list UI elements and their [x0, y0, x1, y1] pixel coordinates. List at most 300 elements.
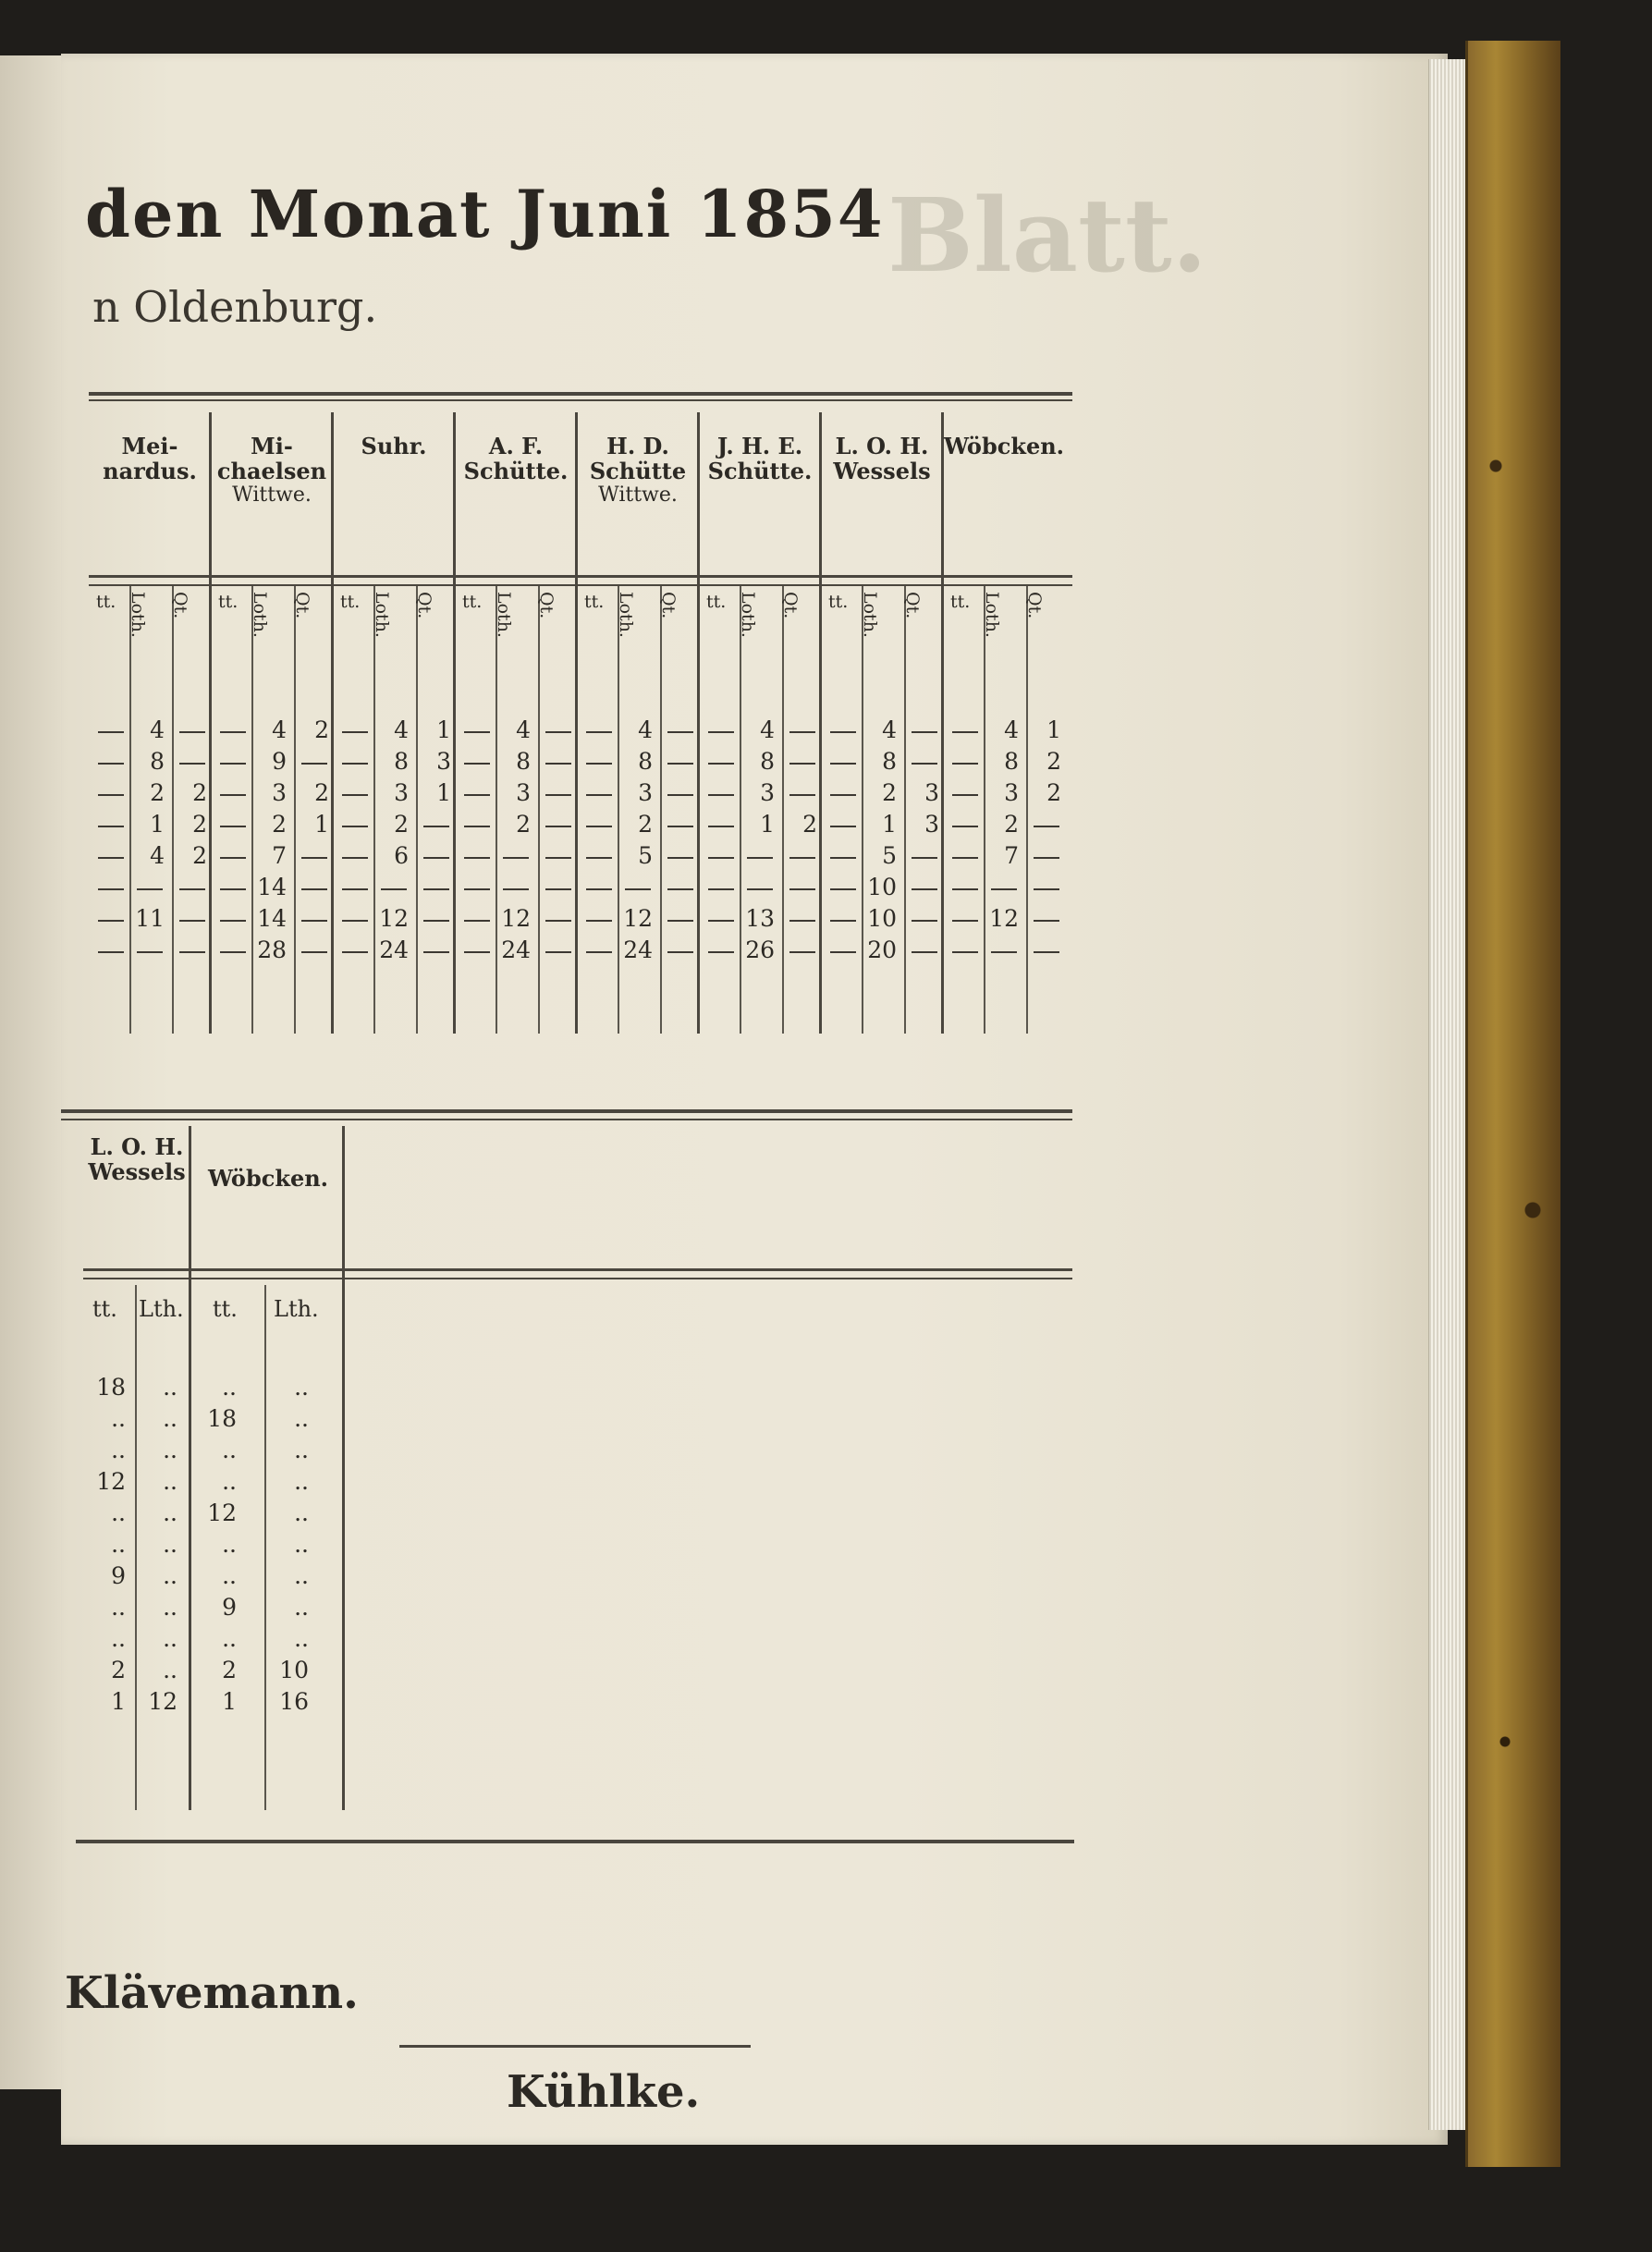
table2-value-cell: .. [222, 1374, 237, 1401]
bleed-through-text: Blatt. [887, 176, 1207, 295]
table2-value-cell: .. [111, 1531, 126, 1558]
table1-value-cell: 8 [394, 748, 409, 775]
table1-value-cell: 3 [272, 779, 287, 806]
table1-dash-cell [830, 857, 856, 859]
table1-unit-label: Loth. [982, 592, 1002, 638]
table1-dash-cell [464, 731, 490, 733]
table1-dash-cell [747, 888, 773, 890]
table1-value-cell: 1 [150, 811, 165, 838]
table1-dash-cell [545, 763, 571, 765]
table1-value-cell: 12 [379, 905, 409, 932]
table1-dash-cell [423, 888, 449, 890]
column-header-line: Wöbcken. [943, 433, 1065, 459]
table1-dash-cell [220, 763, 246, 765]
table2-value-cell: .. [163, 1437, 177, 1463]
table1-dash-cell [708, 951, 734, 953]
table1-value-cell: 4 [516, 716, 531, 743]
table1-dash-cell [342, 857, 368, 859]
table1-dash-cell [464, 888, 490, 890]
table1-dash-cell [789, 763, 815, 765]
table1-value-cell: 10 [867, 874, 897, 900]
table1-unit-label: Qt. [170, 592, 190, 619]
table1-dash-cell [381, 888, 407, 890]
table1-dash-cell [179, 888, 205, 890]
table1-dash-cell [179, 731, 205, 733]
table1-value-cell: 4 [760, 716, 775, 743]
table2-value-cell: 10 [279, 1657, 309, 1683]
table1-dash-cell [830, 731, 856, 733]
table2-value-cell: 2 [222, 1657, 237, 1683]
table1-dash-cell [952, 951, 978, 953]
table1-dash-cell [789, 731, 815, 733]
table1-unit-label: tt. [96, 592, 116, 612]
table1-dash-cell [464, 826, 490, 827]
table1-dash-cell [586, 731, 612, 733]
table1-value-cell: 4 [150, 842, 165, 869]
table1-value-cell: 1 [314, 811, 329, 838]
table1-value-cell: 2 [394, 811, 409, 838]
table1-unit-label: Loth. [250, 592, 270, 638]
table1-dash-cell [952, 794, 978, 796]
table1-column-header [821, 434, 943, 484]
table1-dash-cell [747, 857, 773, 859]
column-header-line: Mi- [251, 433, 293, 459]
table1-unit-label: tt. [950, 592, 971, 612]
table1-unit-label: Loth. [860, 592, 880, 638]
table1-value-cell: 1 [882, 811, 897, 838]
table1-dash-cell [503, 857, 529, 859]
table1-dash-cell [586, 857, 612, 859]
table1-dash-cell [464, 794, 490, 796]
table1-dash-cell [952, 888, 978, 890]
table2-value-cell: .. [163, 1562, 177, 1589]
table1-dash-cell [625, 888, 651, 890]
column-header-line: J. H. E. [716, 433, 803, 459]
column-header-line: Wessels [88, 1157, 186, 1185]
table1-dash-cell [952, 731, 978, 733]
table1-dash-cell [952, 763, 978, 765]
table1-dash-cell [912, 920, 937, 922]
table2-value-cell: .. [111, 1499, 126, 1526]
table1-value-cell: 6 [394, 842, 409, 869]
table1-dash-cell [98, 794, 124, 796]
table2-value-cell: .. [294, 1405, 309, 1432]
table1-dash-cell [830, 888, 856, 890]
table1-dash-cell [1034, 920, 1059, 922]
table1-value-cell: 3 [436, 748, 451, 775]
table1-dash-cell [789, 920, 815, 922]
table1-dash-cell [342, 920, 368, 922]
table1-dash-cell [789, 888, 815, 890]
table1-subcolumn-line [129, 586, 131, 1034]
table1-dash-cell [423, 826, 449, 827]
table2-value-cell: .. [222, 1562, 237, 1589]
table1-subcolumn-line [618, 586, 619, 1034]
table1-dash-cell [1034, 826, 1059, 827]
table1-unit-label: Loth. [616, 592, 636, 638]
table1-dash-cell [952, 857, 978, 859]
table1-dash-cell [667, 951, 693, 953]
table1-dash-cell [98, 857, 124, 859]
table1-dash-cell [545, 888, 571, 890]
table1-top-rule [89, 392, 1072, 396]
table1-dash-cell [912, 763, 937, 765]
table1-dash-cell [464, 763, 490, 765]
table1-dash-cell [179, 763, 205, 765]
table1-dash-cell [98, 826, 124, 827]
table2-unit-label: Lth. [274, 1296, 319, 1322]
table1-column-header [699, 434, 821, 484]
table1-dash-cell [586, 888, 612, 890]
table1-value-cell: 5 [882, 842, 897, 869]
table1-dash-cell [301, 857, 327, 859]
table1-dash-cell [503, 888, 529, 890]
table1-subcolumn-line [294, 586, 296, 1034]
table1-value-cell: 1 [436, 716, 451, 743]
table1-value-cell: 8 [882, 748, 897, 775]
column-header-sub: Wittwe. [232, 483, 312, 507]
table1-dash-cell [789, 857, 815, 859]
table1-dash-cell [708, 920, 734, 922]
table1-value-cell: 26 [745, 936, 775, 963]
table2-value-cell: .. [294, 1374, 309, 1401]
table1-value-cell: 2 [272, 811, 287, 838]
table1-value-cell: 4 [638, 716, 653, 743]
table2-value-cell: .. [111, 1405, 126, 1432]
table1-dash-cell [179, 920, 205, 922]
table1-dash-cell [342, 888, 368, 890]
table1-value-cell: 12 [623, 905, 653, 932]
table1-subcolumn-line [660, 586, 662, 1034]
table2-value-cell: .. [294, 1468, 309, 1495]
table1-dash-cell [991, 888, 1017, 890]
table1-dash-cell [545, 794, 571, 796]
column-header-line: H. D. [606, 433, 669, 459]
table1-subcolumn-line [373, 586, 375, 1034]
page-stack-edges [1428, 59, 1466, 2130]
table2-value-cell: .. [294, 1625, 309, 1652]
table1-dash-cell [708, 731, 734, 733]
table1-value-cell: 3 [924, 779, 939, 806]
table2-column-header [85, 1135, 189, 1185]
table1-dash-cell [220, 826, 246, 827]
table1-dash-cell [708, 857, 734, 859]
table2-value-cell: 18 [207, 1405, 237, 1432]
table1-unit-label: tt. [462, 592, 483, 612]
table1-dash-cell [137, 888, 163, 890]
table1-value-cell: 7 [1004, 842, 1019, 869]
table1-dash-cell [342, 826, 368, 827]
table1-dash-cell [1034, 888, 1059, 890]
table2-group-separator [189, 1126, 191, 1810]
table1-unit-label: Qt. [658, 592, 679, 619]
table1-dash-cell [137, 951, 163, 953]
table1-value-cell: 8 [516, 748, 531, 775]
column-header-line: Wessels [833, 457, 931, 484]
table1-value-cell: 3 [1004, 779, 1019, 806]
table1-dash-cell [342, 731, 368, 733]
table1-value-cell: 2 [314, 716, 329, 743]
table1-dash-cell [301, 888, 327, 890]
column-header-line: nardus. [103, 457, 197, 484]
table1-dash-cell [912, 731, 937, 733]
table1-top-rule-thin [89, 399, 1072, 401]
column-header-line: L. O. H. [835, 433, 929, 459]
table1-value-cell: 12 [501, 905, 531, 932]
table1-bottom-rule [61, 1109, 1072, 1113]
table1-value-cell: 8 [638, 748, 653, 775]
table1-dash-cell [464, 951, 490, 953]
column-header-line: Schütte [589, 457, 687, 484]
table1-value-cell: 24 [379, 936, 409, 963]
table1-dash-cell [545, 951, 571, 953]
table1-group-separator [819, 412, 822, 1034]
table1-dash-cell [667, 888, 693, 890]
column-header-line: Mei- [121, 433, 178, 459]
table1-group-separator [453, 412, 456, 1034]
table1-dash-cell [667, 920, 693, 922]
table1-value-cell: 20 [867, 936, 897, 963]
table1-subcolumn-line [1026, 586, 1028, 1034]
table1-value-cell: 2 [150, 779, 165, 806]
page-subtitle: n Oldenburg. [92, 282, 378, 332]
table1-dash-cell [952, 826, 978, 827]
table1-unit-label: tt. [706, 592, 727, 612]
table2-unit-label: Lth. [139, 1296, 184, 1322]
table1-subcolumn-line [984, 586, 985, 1034]
table1-subcolumn-line [782, 586, 784, 1034]
table1-value-cell: 10 [867, 905, 897, 932]
page-title: den Monat Juni 1854 [85, 176, 885, 252]
table1-unit-label: Qt. [292, 592, 312, 619]
table1-unit-label: tt. [828, 592, 849, 612]
table1-bottom-rule-thin [61, 1119, 1072, 1120]
table1-column-header [943, 434, 1065, 459]
table1-dash-cell [912, 951, 937, 953]
table1-value-cell: 3 [924, 811, 939, 838]
table1-value-cell: 28 [257, 936, 287, 963]
table1-dash-cell [586, 826, 612, 827]
column-header-line: Suhr. [361, 433, 427, 459]
column-header-line: chaelsen [216, 457, 327, 484]
table1-dash-cell [423, 920, 449, 922]
table1-value-cell: 2 [314, 779, 329, 806]
table1-value-cell: 2 [192, 811, 207, 838]
table1-dash-cell [789, 794, 815, 796]
table2-value-cell: .. [222, 1468, 237, 1495]
table2-value-cell: .. [111, 1594, 126, 1621]
marbled-book-cover [1465, 41, 1560, 2167]
table1-dash-cell [220, 794, 246, 796]
table1-subcolumn-line [251, 586, 253, 1034]
table1-dash-cell [586, 920, 612, 922]
table1-unit-label: tt. [584, 592, 605, 612]
table1-dash-cell [220, 731, 246, 733]
table2-column-header [194, 1167, 342, 1192]
table2-end-separator [342, 1126, 345, 1810]
table1-dash-cell [667, 731, 693, 733]
book-page [61, 54, 1448, 2145]
table1-column-header [211, 434, 333, 507]
table1-value-cell: 2 [882, 779, 897, 806]
table1-value-cell: 14 [257, 874, 287, 900]
table1-unit-label: Loth. [738, 592, 758, 638]
table1-dash-cell [667, 826, 693, 827]
table1-dash-cell [464, 920, 490, 922]
table2-value-cell: 16 [279, 1688, 309, 1715]
table1-value-cell: 4 [150, 716, 165, 743]
table2-subcolumn-line [264, 1285, 266, 1810]
table1-value-cell: 4 [1004, 716, 1019, 743]
table2-header-rule-thin [83, 1278, 1072, 1279]
table1-dash-cell [830, 920, 856, 922]
table2-value-cell: .. [222, 1625, 237, 1652]
table1-header-rule [89, 575, 1072, 578]
table1-value-cell: 1 [760, 811, 775, 838]
table1-dash-cell [342, 951, 368, 953]
table1-value-cell: 24 [623, 936, 653, 963]
table1-dash-cell [830, 794, 856, 796]
table2-value-cell: .. [163, 1657, 177, 1683]
table2-value-cell: .. [294, 1499, 309, 1526]
signature-right: Kühlke. [507, 2066, 701, 2118]
signature-line [399, 2045, 751, 2048]
table1-value-cell: 2 [516, 811, 531, 838]
table1-value-cell: 1 [1046, 716, 1061, 743]
table1-group-separator [331, 412, 334, 1034]
table1-dash-cell [220, 951, 246, 953]
table1-subcolumn-line [172, 586, 174, 1034]
table1-unit-label: Qt. [780, 592, 801, 619]
table1-value-cell: 7 [272, 842, 287, 869]
table1-column-header [455, 434, 577, 484]
table1-dash-cell [830, 763, 856, 765]
table1-dash-cell [1034, 857, 1059, 859]
table2-value-cell: .. [111, 1625, 126, 1652]
table1-value-cell: 5 [638, 842, 653, 869]
table1-dash-cell [708, 794, 734, 796]
column-header-line: L. O. H. [90, 1133, 184, 1160]
table1-unit-label: tt. [218, 592, 239, 612]
table1-value-cell: 8 [150, 748, 165, 775]
table1-column-header [89, 434, 211, 484]
table1-dash-cell [586, 951, 612, 953]
table1-subheader-rule [89, 584, 1072, 586]
table2-value-cell: 12 [148, 1688, 177, 1715]
table1-subcolumn-line [740, 586, 741, 1034]
table2-unit-label: tt. [92, 1296, 117, 1322]
table2-value-cell: 2 [111, 1657, 126, 1683]
table1-value-cell: 2 [192, 779, 207, 806]
table1-dash-cell [708, 826, 734, 827]
table1-dash-cell [220, 857, 246, 859]
table2-header-rule [83, 1268, 1072, 1271]
table2-value-cell: .. [163, 1499, 177, 1526]
table1-dash-cell [667, 794, 693, 796]
table1-subcolumn-line [538, 586, 540, 1034]
table2-value-cell: .. [163, 1405, 177, 1432]
table1-unit-label: Loth. [372, 592, 392, 638]
table1-value-cell: 2 [192, 842, 207, 869]
table1-value-cell: 4 [394, 716, 409, 743]
table2-value-cell: .. [294, 1437, 309, 1463]
table2-value-cell: .. [294, 1562, 309, 1589]
table1-dash-cell [545, 731, 571, 733]
column-header-sub: Wittwe. [598, 483, 678, 507]
table1-value-cell: 3 [516, 779, 531, 806]
table1-unit-label: Qt. [536, 592, 557, 619]
table1-value-cell: 24 [501, 936, 531, 963]
table1-dash-cell [586, 763, 612, 765]
table2-value-cell: .. [163, 1374, 177, 1401]
table1-value-cell: 2 [638, 811, 653, 838]
table2-value-cell: .. [222, 1531, 237, 1558]
table1-dash-cell [301, 920, 327, 922]
table1-unit-label: Qt. [414, 592, 434, 619]
table2-value-cell: 1 [111, 1688, 126, 1715]
table1-value-cell: 2 [802, 811, 817, 838]
table1-unit-label: tt. [340, 592, 361, 612]
table1-subcolumn-line [904, 586, 906, 1034]
table1-unit-label: Qt. [1024, 592, 1045, 619]
table1-value-cell: 8 [1004, 748, 1019, 775]
table1-unit-label: Loth. [494, 592, 514, 638]
table1-dash-cell [912, 857, 937, 859]
column-header-line: A. F. [488, 433, 544, 459]
table1-dash-cell [708, 763, 734, 765]
table1-value-cell: 13 [745, 905, 775, 932]
table1-value-cell: 2 [1046, 779, 1061, 806]
table1-value-cell: 2 [1004, 811, 1019, 838]
table1-dash-cell [220, 888, 246, 890]
table2-unit-label: tt. [213, 1296, 238, 1322]
table1-column-header [333, 434, 455, 459]
table2-value-cell: 1 [222, 1688, 237, 1715]
column-header-line: Schütte. [463, 457, 569, 484]
table1-dash-cell [830, 951, 856, 953]
table1-dash-cell [789, 951, 815, 953]
table1-dash-cell [342, 794, 368, 796]
table1-dash-cell [545, 857, 571, 859]
table1-value-cell: 2 [1046, 748, 1061, 775]
table1-dash-cell [464, 857, 490, 859]
table2-value-cell: .. [163, 1468, 177, 1495]
table1-column-header [577, 434, 699, 507]
table1-value-cell: 3 [760, 779, 775, 806]
table2-value-cell: 9 [222, 1594, 237, 1621]
table2-value-cell: 12 [207, 1499, 237, 1526]
table1-dash-cell [423, 951, 449, 953]
table1-dash-cell [301, 763, 327, 765]
table2-value-cell: 18 [96, 1374, 126, 1401]
table1-dash-cell [179, 951, 205, 953]
table1-unit-label: Loth. [128, 592, 148, 638]
column-header-line: Wöbcken. [207, 1165, 329, 1192]
table1-dash-cell [342, 763, 368, 765]
table1-dash-cell [708, 888, 734, 890]
table2-bottom-rule [76, 1840, 1074, 1843]
table2-value-cell: .. [222, 1437, 237, 1463]
table1-subcolumn-line [416, 586, 418, 1034]
table1-dash-cell [545, 826, 571, 827]
table2-value-cell: .. [163, 1594, 177, 1621]
table1-value-cell: 4 [882, 716, 897, 743]
table1-group-separator [697, 412, 700, 1034]
table1-dash-cell [991, 951, 1017, 953]
table1-dash-cell [952, 920, 978, 922]
table1-dash-cell [98, 920, 124, 922]
table1-value-cell: 3 [394, 779, 409, 806]
